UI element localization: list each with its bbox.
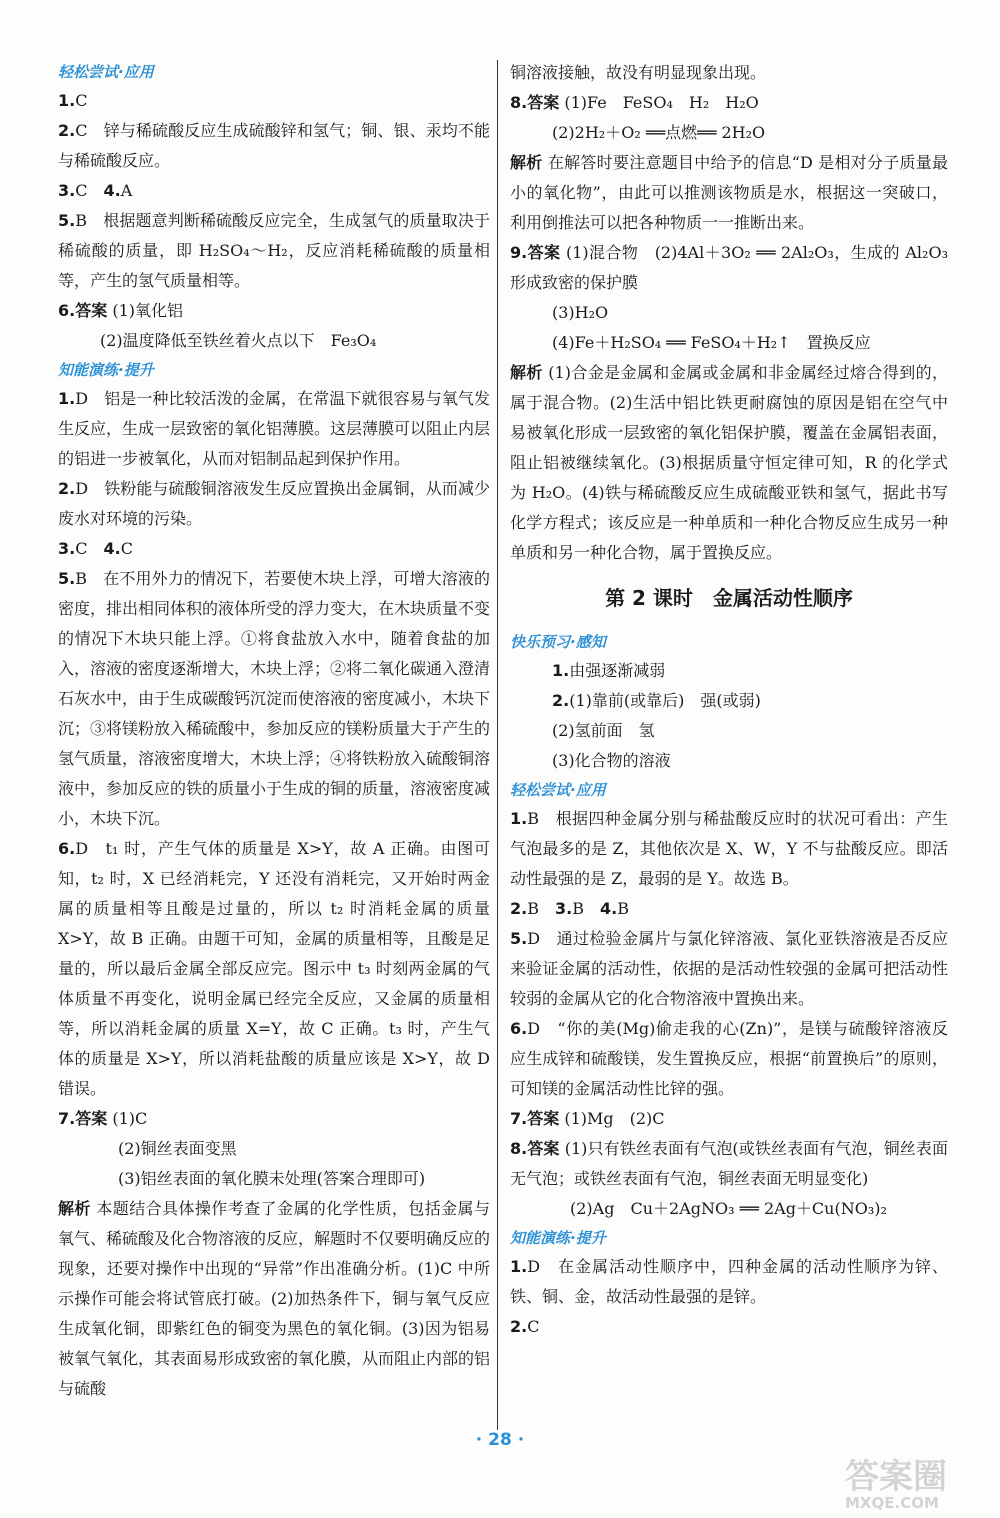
item-number: 1. [58, 91, 76, 110]
section-heading: 轻松尝试·应用 [58, 63, 154, 81]
left-column [58, 58, 490, 1404]
answer-item [58, 1134, 490, 1164]
item-text: (1)氧化铝 [112, 301, 183, 320]
answer-item [58, 206, 490, 296]
answer-label: 答案 [527, 243, 561, 262]
item-text: 由强逐渐减弱 [569, 661, 666, 680]
answer-item [58, 296, 490, 326]
answer-item [510, 148, 948, 238]
item-text: (1)Mg (2)C [564, 1109, 665, 1128]
item-number: 5. [58, 211, 76, 230]
item-text: C [75, 181, 104, 200]
item-text: B 根据四种金属分别与稀盐酸反应时的状况可看出：产生气泡最多的是 Z，其他依次是 X、W，Y 不与盐酸反应。即活动性最强的是 Z，最弱的是 Y。故选 B。 [510, 809, 948, 888]
answer-label: 答案 [527, 1109, 560, 1128]
item-text: 在解答时要注意题目中给予的信息“D 是相对分子质量最小的氧化物”，由此可以推测该物质是水，根据这一突破口，利用倒推法可以把各种物质一一推断出来。 [510, 153, 948, 232]
item-number: 3. [58, 539, 76, 558]
item-number: 7. [510, 1109, 528, 1128]
item-text: (3)H₂O [552, 303, 609, 322]
item-number: 4. [103, 539, 121, 558]
item-number: 1. [510, 1257, 528, 1276]
item-text: (2)温度降低至铁丝着火点以下 Fe₃O₄ [100, 331, 377, 350]
item-number: 9. [510, 243, 528, 262]
item-text: B [617, 899, 629, 918]
item-number: 2. [510, 899, 528, 918]
item-number: 8. [510, 93, 528, 112]
lesson-title: 第 2 课时 金属活动性顺序 [605, 586, 853, 610]
item-text: D 铁粉能与硫酸铜溶液发生反应置换出金属铜，从而减少废水对环境的污染。 [58, 479, 490, 528]
section-heading: 轻松尝试·应用 [510, 781, 606, 799]
answer-item [58, 116, 490, 176]
item-number: 4. [103, 181, 121, 200]
answer-label: 解析 [510, 363, 543, 382]
item-number: 1. [58, 389, 76, 408]
item-number: 1. [552, 661, 570, 680]
item-text: B [527, 899, 555, 918]
item-text: D 通过检验金属片与氯化锌溶液、氯化亚铁溶液是否反应来验证金属的活动性，依据的是活动性较强的金属可把活动性较弱的金属从它的化合物溶液中置换出来。 [510, 929, 948, 1008]
answer-label: 答案 [75, 301, 108, 320]
item-text: D 铝是一种比较活泼的金属，在常温下就很容易与氧气发生反应，生成一层致密的氧化铝薄膜。这层薄膜可以阻止内层的铝进一步被氧化，从而对铝制品起到保护作用。 [58, 389, 491, 468]
item-text: C [75, 91, 88, 110]
item-number: 6. [510, 1019, 528, 1038]
item-text: (3)化合物的溶液 [552, 751, 671, 770]
item-text: (1)只有铁丝表面有气泡(或铁丝表面有气泡，铜丝表面无气泡；或铁丝表面有气泡，铜丝表面无明显变化) [510, 1139, 948, 1188]
item-number: 3. [554, 899, 573, 918]
item-text: B [572, 899, 600, 918]
answer-item [58, 326, 490, 356]
item-number: 6. [58, 839, 76, 858]
watermark-logo-text: 答案圈 [845, 1457, 947, 1497]
item-number: 7. [58, 1109, 76, 1128]
item-number: 3. [58, 181, 76, 200]
answer-item [510, 746, 948, 776]
answer-item [510, 1134, 948, 1194]
item-text: (2)2H₂＋O₂ ══点燃══ 2H₂O [552, 123, 766, 142]
item-number: 5. [58, 569, 76, 588]
item-text: C [75, 539, 104, 558]
answer-item [510, 358, 948, 568]
item-number: 2. [552, 691, 570, 710]
item-number: 2. [58, 121, 76, 140]
item-text: C [120, 539, 133, 558]
watermark-url: MXQE.COM [845, 1494, 939, 1512]
answer-item [58, 834, 490, 1104]
answer-item [510, 1252, 948, 1312]
answer-item [510, 656, 948, 686]
item-number: 8. [510, 1139, 528, 1158]
column-divider [497, 60, 498, 1430]
item-text: (1)混合物 (2)4Al＋3O₂ ══ 2Al₂O₃，生成的 Al₂O₃ 形成致密的保护膜 [510, 243, 948, 292]
item-text: D 在金属活动性顺序中，四种金属的活动性顺序为锌、铁、铜、金，故活动性最强的是锌。 [510, 1257, 948, 1306]
item-number: 6. [58, 301, 76, 320]
answer-item [510, 894, 948, 924]
item-text: (1)C [112, 1109, 148, 1128]
item-text: (2)氢前面 氢 [552, 721, 655, 740]
page-number: · 28 · [475, 1430, 525, 1450]
item-text: B 根据题意判断稀硫酸反应完全，生成氢气的质量取决于稀硫酸的质量，即 H₂SO₄～H₂，反应消耗稀硫酸的质量相等，产生的氢气质量相等。 [58, 211, 490, 290]
item-text: 本题结合具体操作考查了金属的化学性质，包括金属与氧气、稀硫酸及化合物溶液的反应，解题时不仅要明确反应的现象，还要对操作中出现的“异常”作出准确分析。(1)C 中所示操作可能会将试管底打破。(2)加热条件下，铜与氧气反应生成氧化铜，即紫红色的铜变为黑色的氧化铜。(3)因为铝易被氧气氧化，其表面易形成致密的氧化膜，从而阻止内部的铝与硫酸 [58, 1199, 491, 1398]
answer-item [58, 474, 490, 534]
answer-item [510, 1014, 948, 1104]
answer-item [510, 58, 948, 88]
item-number: 4. [599, 899, 618, 918]
item-text: (1)Fe FeSO₄ H₂ H₂O [564, 93, 759, 112]
item-text: (3)铝丝表面的氧化膜未处理(答案合理即可) [118, 1169, 426, 1188]
item-text: A [120, 181, 133, 200]
item-number: 2. [510, 1317, 528, 1336]
answer-item [510, 1104, 948, 1134]
answer-item [58, 1164, 490, 1194]
right-column [510, 58, 948, 1342]
answer-label: 答案 [75, 1109, 108, 1128]
section-heading: 知能演练·提升 [510, 1229, 606, 1247]
item-text: D “你的美(Mg)偷走我的心(Zn)”，是镁与硫酸锌溶液反应生成锌和硫酸镁，发生置换反应，根据“前置换后”的原则，可知镁的金属活动性比锌的强。 [510, 1019, 948, 1098]
answer-item [58, 1104, 490, 1134]
answer-item [58, 564, 490, 834]
answer-label: 解析 [510, 153, 543, 172]
item-text: (2)Ag Cu＋2AgNO₃ ══ 2Ag＋Cu(NO₃)₂ [570, 1199, 887, 1218]
section-heading: 快乐预习·感知 [510, 633, 606, 651]
answer-item [510, 328, 948, 358]
item-text: (1)靠前(或靠后) 强(或弱) [569, 691, 761, 710]
answer-item [58, 534, 490, 564]
item-number: 2. [58, 479, 76, 498]
item-number: 5. [510, 929, 528, 948]
item-text: (1)合金是金属和金属或金属和非金属经过熔合得到的，属于混合物。(2)生活中铝比铁更耐腐蚀的原因是铝在空气中易被氧化形成一层致密的氧化铝保护膜，覆盖在金属铝表面，阻止铝被继续氧化。(3)根据质量守恒定律可知，R 的化学式为 H₂O。(4)铁与稀硫酸反应生成硫酸亚铁和氢气，据此书写化学方程式；该反应是一种单质和一种化合物反应生成另一种单质和另一种化合物，属于置换反应。 [510, 363, 948, 562]
item-text: (2)铜丝表面变黑 [118, 1139, 237, 1158]
answer-label: 解析 [58, 1199, 91, 1218]
answer-item [510, 804, 948, 894]
item-text: C [527, 1317, 540, 1336]
answer-item [510, 1194, 948, 1224]
answer-item [58, 86, 490, 116]
item-text: B 在不用外力的情况下，若要使木块上浮，可增大溶液的密度，排出相同体积的液体所受的浮力变大，在木块质量不变的情况下木块只能上浮。①将食盐放入水中，随着食盐的加入，溶液的密度逐渐增大，木块上浮；②将二氧化碳通入澄清石灰水中，由于生成碳酸钙沉淀而使溶液的密度减小，木块下沉；③将镁粉放入稀硫酸中，参加反应的镁粉质量大于产生的氢气质量，溶液密度增大，木块上浮；④将铁粉放入硫酸铜溶液中，参加反应的铁的质量小于生成的铜的质量，溶液密度减小，木块下沉。 [58, 569, 491, 828]
item-text: D t₁ 时，产生气体的质量是 X>Y，故 A 正确。由图可知，t₂ 时，X 已经消耗完，Y 还没有消耗完，又开始时两金属的质量相等且酸是过量的，所以 t₂ 时消耗金属的质量 X>Y，故 B 正确。由题干可知，金属的质量相等，且酸是足量的，所以最后金属全部反应完。图示中 t₃ 时刻两金属的气体质量不再变化，说明金属已经完全反应，又金属的质量相等，所以消耗金属的质量 X=Y，故 C 正确。t₃ 时，产生气体的质量是 X>Y，所以消耗盐酸的质量应该是 X>Y，故 D 错误。 [58, 839, 490, 1098]
item-number: 1. [510, 809, 528, 828]
item-text: 铜溶液接触，故没有明显现象出现。 [510, 63, 767, 82]
answer-item [510, 238, 948, 298]
answer-item [510, 1312, 948, 1342]
answer-item [58, 384, 490, 474]
watermark-logo [845, 1457, 985, 1515]
answer-item [510, 716, 948, 746]
item-text: (4)Fe＋H₂SO₄ ══ FeSO₄＋H₂↑ 置换反应 [552, 333, 871, 352]
answer-item [510, 298, 948, 328]
answer-item [510, 686, 948, 716]
section-heading: 知能演练·提升 [58, 361, 154, 379]
answer-item [510, 88, 948, 118]
answer-label: 答案 [527, 1139, 560, 1158]
answer-label: 答案 [527, 93, 560, 112]
answer-item [510, 118, 948, 148]
answer-item [58, 1194, 490, 1404]
item-text: C 锌与稀硫酸反应生成硫酸锌和氢气；铜、银、汞均不能与稀硫酸反应。 [58, 121, 490, 170]
answer-item [510, 924, 948, 1014]
answer-item [58, 176, 490, 206]
